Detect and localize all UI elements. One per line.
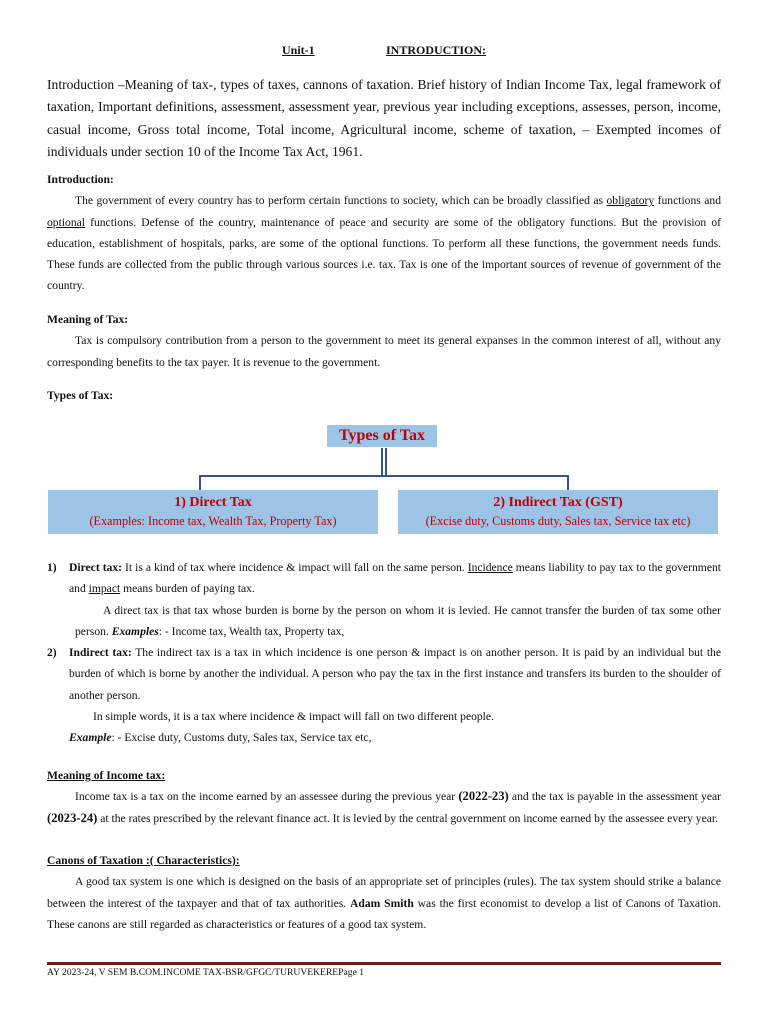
page-footer (47, 967, 364, 978)
term-optional: optional (47, 215, 85, 229)
direct-tax-paragraph (69, 557, 721, 600)
connector-vertical-right (385, 448, 387, 476)
indirect-text-a: The indirect tax is a tax in which incidence is one person & impact is on another person. It is paid by an individual but the burden of which is borne by another the individual. A person who pay the tax in the first instance and transfers its burden to the shoulder of another person. (69, 646, 721, 702)
intro-text-b: functions and (654, 194, 721, 208)
canons-heading: Canons of Taxation :( Characteristics): (47, 854, 240, 867)
term-impact: impact (88, 582, 121, 596)
tax-types-list (47, 557, 721, 749)
diagram-root-box: Types of Tax (327, 425, 437, 447)
assessment-year-value: (2023-24) (47, 810, 98, 825)
direct-text-b: means liability to pay tax to the government and (69, 561, 721, 596)
introduction-paragraph (47, 190, 721, 296)
direct-tax-box (48, 490, 378, 534)
indirect-examples-line (69, 727, 721, 748)
meaning-of-income-tax-section (47, 765, 721, 829)
direct-text-p2: A direct tax is that tax whose burden is borne by the person on whom it is levied. He cannot transfer the burden of tax some other person. (75, 603, 721, 638)
types-heading: Types of Tax: (47, 389, 114, 402)
canons-of-taxation-section (47, 850, 721, 935)
direct-examples-text: : - Income tax, Wealth tax, Property tax, (158, 624, 345, 638)
connector-vertical-left (381, 448, 383, 476)
intro-text-a: The government of every country has to perform certain functions to society, which can be broadly classified as (75, 194, 607, 208)
page-title: INTRODUCTION: (386, 43, 487, 57)
direct-tax-title: 1) Direct Tax (174, 495, 252, 510)
direct-tax-term: Direct tax: (69, 561, 123, 574)
direct-text-c: means burden of paying tax. (120, 582, 255, 596)
income-tax-text-a: Income tax is a tax on the income earned by an assessee during the previous year (75, 790, 459, 804)
connector-drop-right (567, 475, 569, 490)
list-number-1: 1) (47, 561, 57, 574)
footer-divider (47, 962, 721, 965)
footer-text: AY 2023-24, V SEM B.COM.INCOME TAX-BSR/GFGC/TURUVEKERE (47, 967, 339, 978)
page-number: Page 1 (338, 967, 365, 978)
canons-paragraph (47, 871, 721, 935)
meaning-paragraph: Tax is compulsory contribution from a person to the government to meet its general expanses in the common interest of all, without any corresponding benefits to the tax payer. It is revenue to the government. (47, 334, 721, 369)
examples-label: Examples (111, 624, 159, 638)
types-of-tax-diagram (47, 424, 721, 539)
meaning-heading: Meaning of Tax: (47, 313, 129, 326)
introduction-heading: Introduction: (47, 173, 114, 186)
document-page (47, 0, 721, 1024)
indirect-tax-paragraph (69, 642, 721, 706)
intro-text-c: functions. Defense of the country, maintenance of peace and security are some of the obligatory functions. But the provision of education, establishment of hospitals, parks, are some of the optional functions. To perform all these functions, the government needs funds. These funds are collected from the public through various sources i.e. tax. Tax is one of the important sources of revenue of government of the country. (47, 215, 721, 293)
types-of-tax-section (47, 385, 721, 406)
indirect-tax-examples: (Excise duty, Customs duty, Sales tax, Service tax etc) (425, 514, 691, 528)
direct-tax-examples: (Examples: Income tax, Wealth Tax, Property Tax) (89, 514, 337, 528)
unit-label: Unit-1 (282, 43, 315, 57)
introduction-section (47, 169, 721, 297)
term-incidence: Incidence (467, 561, 513, 574)
connector-horizontal (199, 475, 569, 477)
syllabus-text: Introduction –Meaning of tax-, types of taxes, cannons of taxation. Brief history of Indian Income Tax, legal framework of taxation, Important definitions, assessment, assessment year, previous year including exceptions, assesses, person, income, casual income, Gross total income, Total income, Agricultural income, scheme of taxation, – Exempted incomes of individuals under section 10 of the Income Tax Act, 1961. (47, 77, 721, 160)
direct-tax-paragraph-2 (75, 600, 721, 643)
meaning-of-tax-section (47, 309, 721, 373)
canons-text-a: A good tax system is one which is designed on the basis of an appropriate set of principles (rules). The tax system should strike a balance between the interest of the taxpayer and that of tax authorities. (47, 875, 721, 910)
page-header (47, 43, 721, 63)
canons-text-b: was the first economist to develop a list of Canons of Taxation. These canons are still regarded as characteristics or features of a good tax system. (47, 896, 722, 931)
previous-year-value: (2022-23) (458, 789, 509, 804)
list-item-direct (47, 557, 721, 642)
list-number-2: 2) (47, 646, 57, 660)
indirect-tax-term: Indirect tax: (69, 646, 132, 660)
income-tax-text-c: at the rates prescribed by the relevant finance act. It is levied by the central government on income earned by the assessee every year. (97, 811, 719, 825)
income-tax-paragraph (47, 786, 721, 829)
indirect-examples-text: : - Excise duty, Customs duty, Sales tax, Service tax etc, (111, 731, 372, 745)
connector-drop-left (199, 475, 201, 490)
income-tax-text-b: and the tax is payable in the assessment year (508, 790, 721, 804)
indirect-tax-paragraph-2: In simple words, it is a tax where incidence & impact will fall on two different people. (93, 710, 494, 724)
indirect-tax-title: 2) Indirect Tax (GST) (493, 495, 623, 510)
indirect-tax-box (398, 490, 718, 534)
term-obligatory: obligatory (606, 194, 655, 208)
adam-smith-name: Adam Smith (350, 896, 414, 910)
direct-text-a: It is a kind of tax where incidence & impact will fall on the same person. (122, 561, 468, 574)
income-tax-heading: Meaning of Income tax: (47, 769, 166, 782)
list-item-indirect (47, 642, 721, 748)
example-label: Example (69, 731, 112, 745)
